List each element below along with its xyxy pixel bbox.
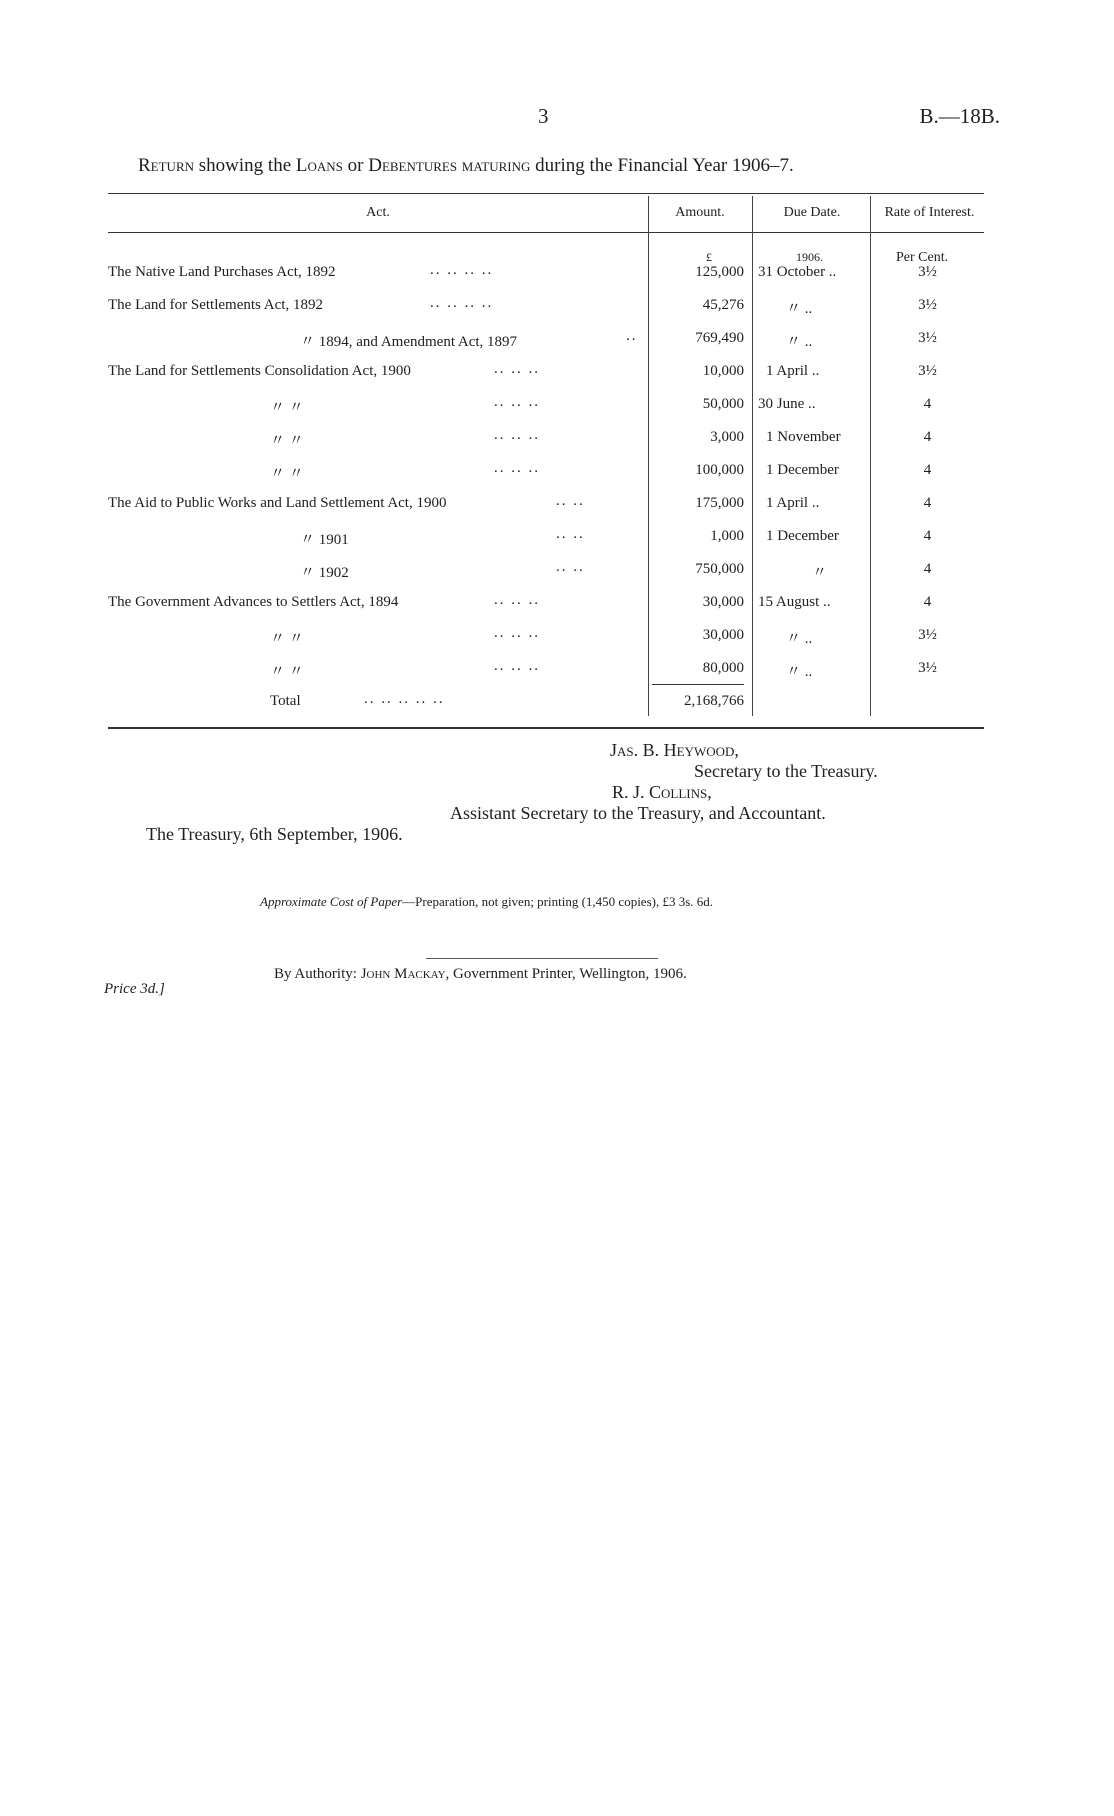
rate: 3½ bbox=[918, 264, 937, 280]
printer-name: John Mackay bbox=[360, 966, 446, 982]
title-part: Return bbox=[138, 155, 195, 176]
total-row bbox=[0, 687, 1114, 717]
act-name: 〃 1901 bbox=[300, 532, 349, 548]
rate: 3½ bbox=[918, 297, 937, 313]
rate: 3½ bbox=[918, 330, 937, 346]
rate: 3½ bbox=[918, 660, 937, 676]
page-number: 3 bbox=[538, 104, 549, 128]
price: Price 3d.] bbox=[104, 981, 165, 997]
act-name: 〃 1894, and Amendment Act, 1897 bbox=[300, 334, 518, 350]
act-name: 〃 1902 bbox=[300, 565, 349, 581]
leader-dots: .. .. .. bbox=[494, 592, 540, 608]
due-date: 31 October .. bbox=[758, 264, 837, 280]
table-row bbox=[0, 423, 1114, 453]
table-header-rule bbox=[108, 232, 984, 233]
leader-dots: .. .. .. bbox=[494, 394, 540, 410]
table-row bbox=[0, 654, 1114, 684]
due-year: 1906. bbox=[796, 250, 823, 264]
act-name: 〃 〃 bbox=[270, 433, 304, 449]
total-rule bbox=[652, 684, 744, 685]
due-date: 1 December bbox=[766, 528, 839, 544]
rate: 4 bbox=[923, 561, 932, 577]
rate: 4 bbox=[923, 594, 932, 610]
due-date: 1 April .. bbox=[766, 495, 820, 511]
table-top-rule bbox=[108, 193, 984, 194]
total-amount: 2,168,766 bbox=[684, 693, 744, 709]
act-name: The Aid to Public Works and Land Settlement Act, 1900 bbox=[108, 495, 447, 511]
table-row bbox=[0, 588, 1114, 618]
due-date: 1 April .. bbox=[766, 363, 820, 379]
header-act: Act. bbox=[366, 205, 390, 220]
amount: 750,000 bbox=[695, 561, 744, 577]
authority-prefix: By Authority: bbox=[274, 966, 361, 982]
place-and-date: The Treasury, 6th September, 1906. bbox=[146, 824, 403, 844]
due-date: 〃 bbox=[812, 565, 828, 581]
due-date: 1 December bbox=[766, 462, 839, 478]
leader-dots: .. .. .. bbox=[494, 460, 540, 476]
due-date: 〃 .. bbox=[786, 631, 813, 647]
due-date: 1 November bbox=[766, 429, 841, 445]
amount: 100,000 bbox=[695, 462, 744, 478]
cost-footnote bbox=[260, 894, 713, 910]
amount: 30,000 bbox=[702, 627, 744, 643]
amount: 769,490 bbox=[695, 330, 744, 346]
signatory-title: Assistant Secretary to the Treasury, and Accountant. bbox=[450, 803, 826, 823]
due-date: 〃 .. bbox=[786, 334, 813, 350]
title-part: showing the bbox=[194, 155, 296, 176]
act-name: The Land for Settlements Act, 1892 bbox=[108, 297, 323, 313]
header-amount: Amount. bbox=[675, 205, 725, 220]
amount-unit: £ bbox=[706, 250, 712, 264]
header-due-date: Due Date. bbox=[783, 205, 841, 220]
amount: 30,000 bbox=[702, 594, 744, 610]
amount: 175,000 bbox=[695, 495, 744, 511]
leader-dots: .. .. .. bbox=[494, 361, 540, 377]
leader-dots: .. .. .. .. bbox=[430, 295, 494, 311]
rate: 3½ bbox=[918, 363, 937, 379]
header-rate: Rate of Interest. bbox=[884, 205, 975, 220]
table-row bbox=[0, 258, 1114, 288]
amount: 50,000 bbox=[702, 396, 744, 412]
act-name: The Native Land Purchases Act, 1892 bbox=[108, 264, 336, 280]
table-row bbox=[0, 522, 1114, 552]
rate: 4 bbox=[923, 495, 932, 511]
authority-rule bbox=[426, 958, 658, 959]
leader-dots: .. .. bbox=[556, 559, 585, 575]
signatory-name: R. J. Collins, bbox=[612, 782, 712, 802]
total-label: Total bbox=[270, 693, 301, 709]
table-bottom-rule bbox=[108, 727, 984, 729]
document-code: B.—18B. bbox=[919, 104, 1000, 128]
leader-dots: .. .. .. bbox=[494, 658, 540, 674]
amount: 80,000 bbox=[702, 660, 744, 676]
signatory-name: Jas. B. Heywood, bbox=[610, 740, 739, 760]
rate: 4 bbox=[923, 396, 932, 412]
act-name: The Government Advances to Settlers Act, 1894 bbox=[108, 594, 399, 610]
due-date: 〃 .. bbox=[786, 301, 813, 317]
table-row bbox=[0, 291, 1114, 321]
table-row bbox=[0, 555, 1114, 585]
rate: 4 bbox=[923, 462, 932, 478]
rate: 3½ bbox=[918, 627, 937, 643]
table-row bbox=[0, 456, 1114, 486]
title-part: Loans bbox=[295, 155, 343, 176]
leader-dots: .. .. .. .. .. bbox=[364, 691, 445, 707]
amount: 10,000 bbox=[702, 363, 744, 379]
authority-suffix: , Government Printer, Wellington, 1906. bbox=[445, 966, 687, 982]
amount: 3,000 bbox=[710, 429, 744, 445]
act-name: 〃 〃 bbox=[270, 466, 304, 482]
amount: 1,000 bbox=[710, 528, 744, 544]
due-date: 〃 .. bbox=[786, 664, 813, 680]
table-row bbox=[0, 489, 1114, 519]
leader-dots: .. .. bbox=[556, 493, 585, 509]
amount: 125,000 bbox=[695, 264, 744, 280]
printer-authority bbox=[274, 966, 687, 983]
leader-dots: .. .. bbox=[556, 526, 585, 542]
act-name: 〃 〃 bbox=[270, 400, 304, 416]
rate-unit: Per Cent. bbox=[896, 250, 949, 265]
rate: 4 bbox=[923, 528, 932, 544]
table-row bbox=[0, 324, 1114, 354]
leader-dots: .. .. .. bbox=[494, 625, 540, 641]
due-date: 15 August .. bbox=[758, 594, 831, 610]
leader-dots: .. bbox=[626, 328, 638, 344]
leader-dots: .. .. .. .. bbox=[430, 262, 494, 278]
title-part: or bbox=[342, 155, 369, 176]
footnote-text: —Preparation, not given; printing (1,450 copies), £3 3s. 6d. bbox=[402, 894, 714, 909]
title-part: during the Financial Year 1906–7. bbox=[530, 155, 794, 176]
act-name: The Land for Settlements Consolidation Act, 1900 bbox=[108, 363, 411, 379]
table-row bbox=[0, 390, 1114, 420]
due-date: 30 June .. bbox=[758, 396, 816, 412]
table-row bbox=[0, 621, 1114, 651]
title-part: Debentures maturing bbox=[368, 155, 531, 176]
rate: 4 bbox=[923, 429, 932, 445]
amount: 45,276 bbox=[702, 297, 744, 313]
document-title bbox=[138, 155, 794, 177]
leader-dots: .. .. .. bbox=[494, 427, 540, 443]
table-row bbox=[0, 357, 1114, 387]
act-name: 〃 〃 bbox=[270, 664, 304, 680]
footnote-italic: Approximate Cost of Paper bbox=[260, 894, 403, 909]
signatory-title: Secretary to the Treasury. bbox=[694, 761, 878, 781]
act-name: 〃 〃 bbox=[270, 631, 304, 647]
